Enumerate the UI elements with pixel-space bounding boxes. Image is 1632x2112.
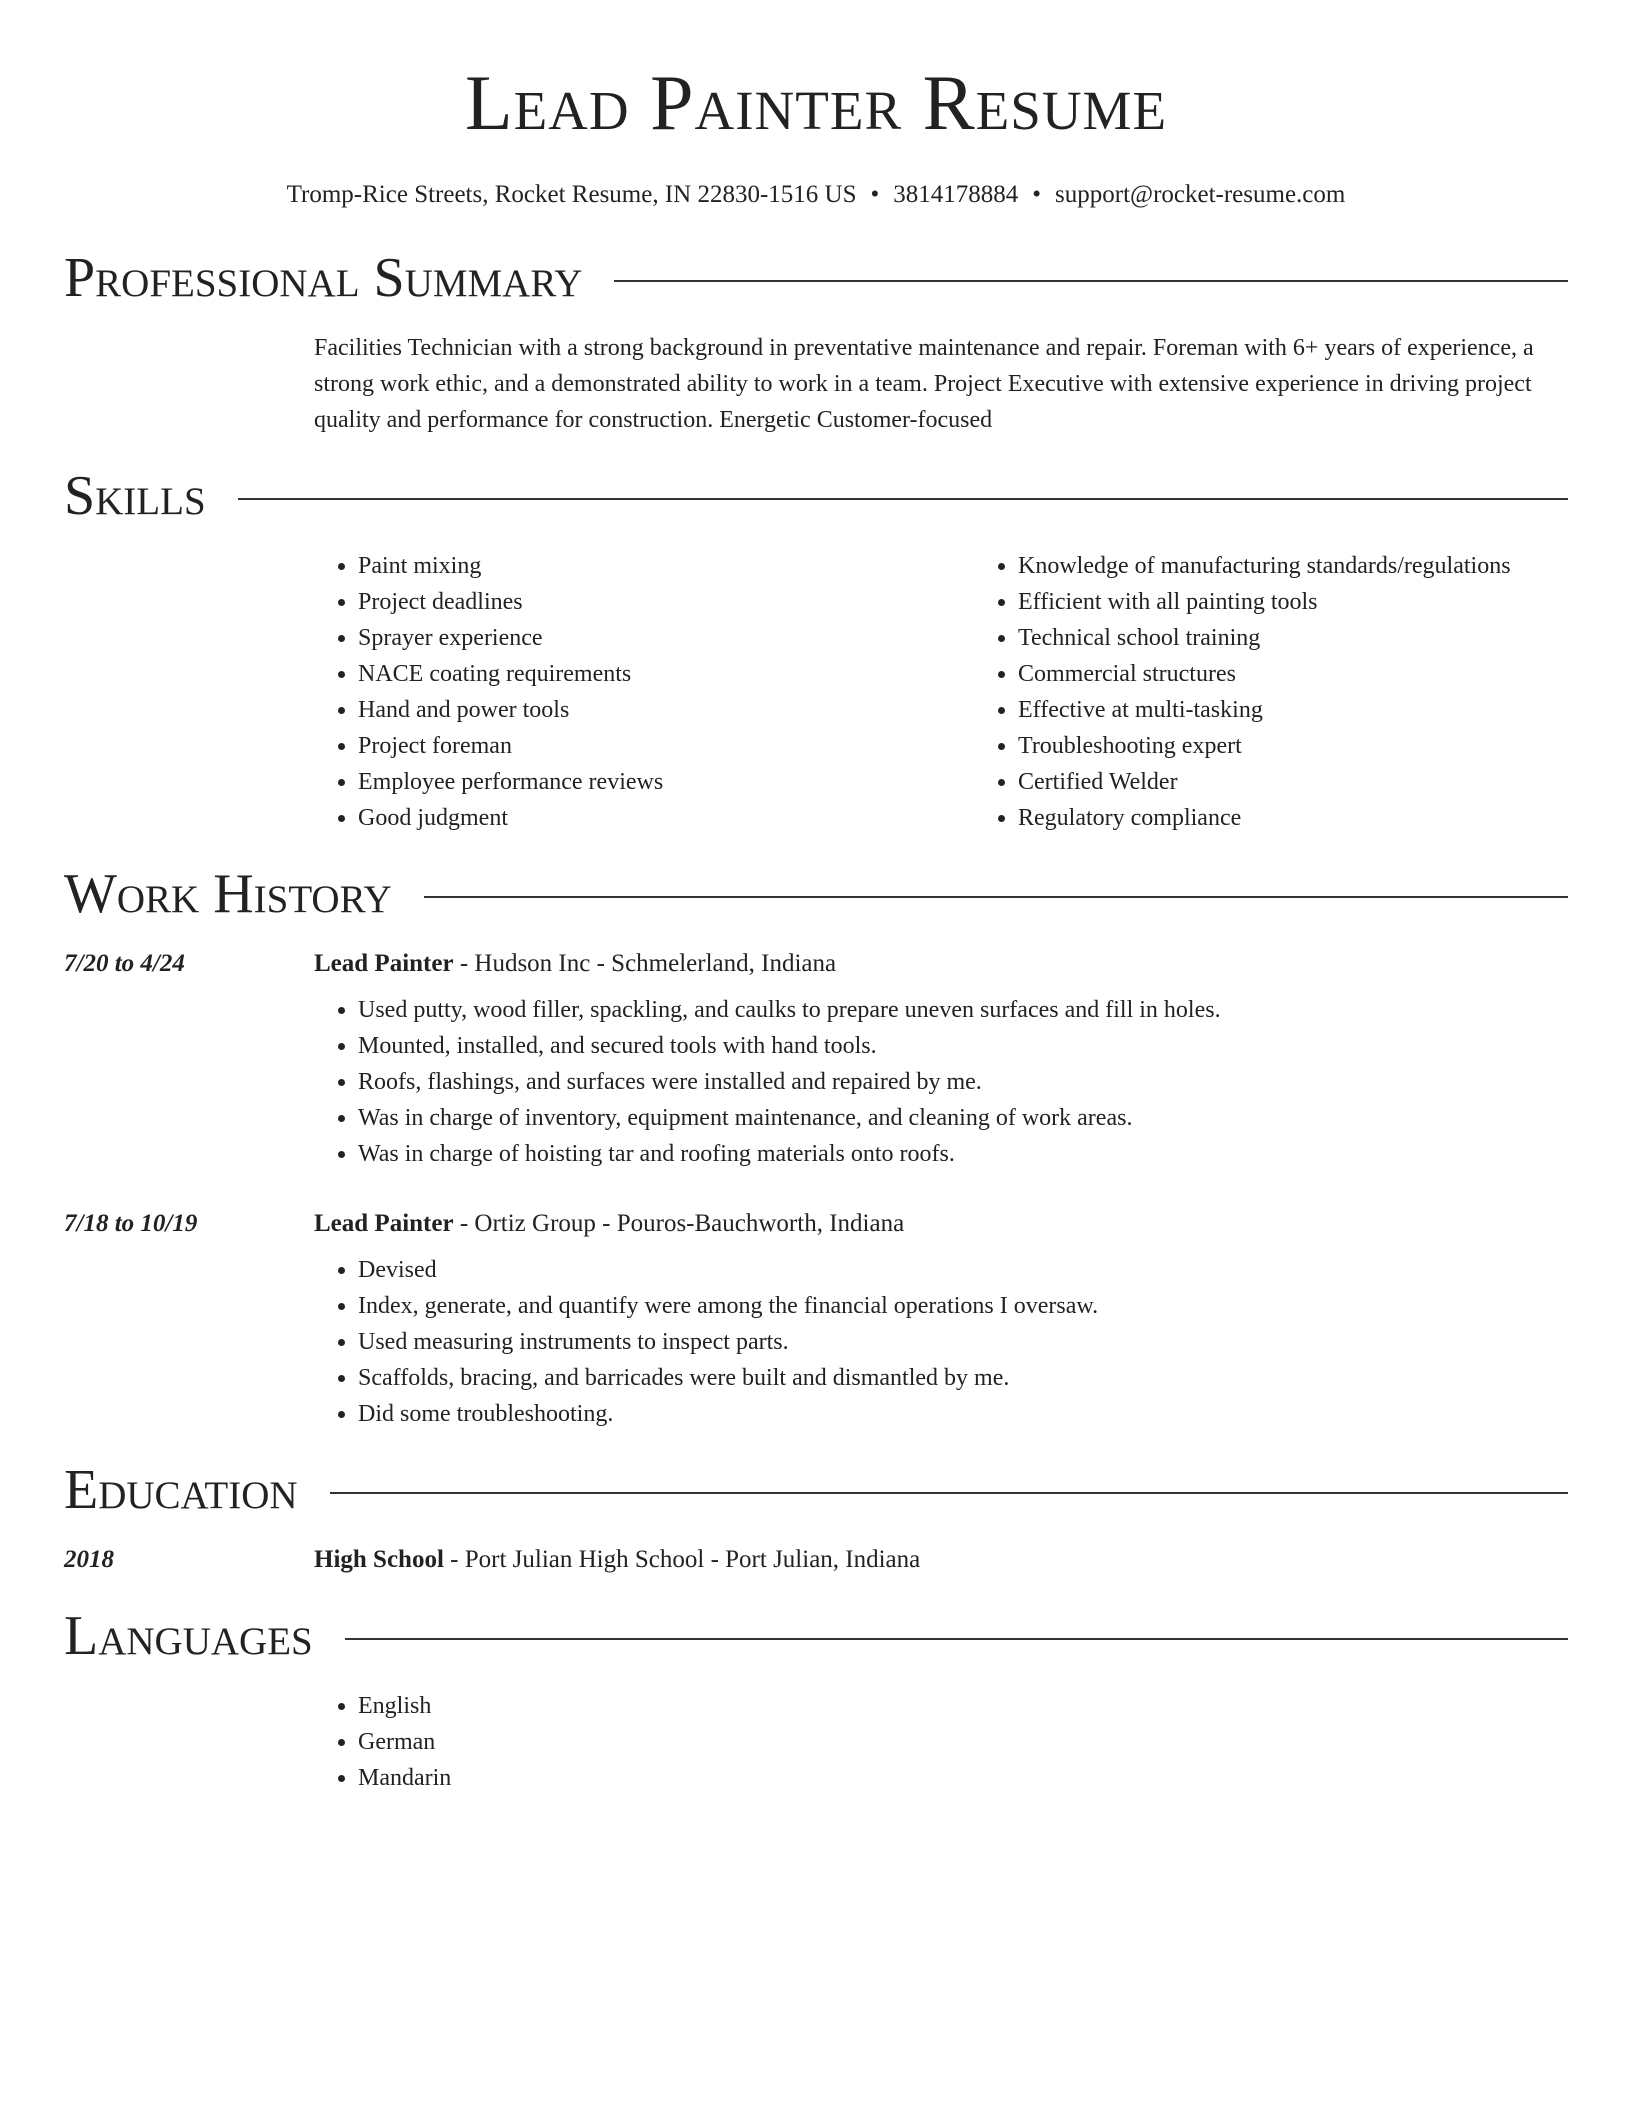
job-bullet: • Was in charge of hoisting tar and roofing materials onto roofs. xyxy=(358,1136,1568,1172)
section-heading: Work History xyxy=(64,863,392,925)
skill-item: • Troubleshooting expert xyxy=(1018,728,1632,764)
contact-email: support@rocket-resume.com xyxy=(1055,181,1346,208)
skill-item: • Technical school training xyxy=(1018,620,1632,656)
job-bullet: • Mounted, installed, and secured tools with hand tools. xyxy=(358,1028,1568,1064)
education-line xyxy=(314,1542,1568,1578)
language-item: • German xyxy=(358,1724,1568,1760)
skill-item: • Certified Welder xyxy=(1018,764,1632,800)
summary-row xyxy=(64,330,1568,438)
language-item: • Mandarin xyxy=(358,1760,1568,1796)
skill-item: • Good judgment xyxy=(358,800,974,836)
section-rule xyxy=(238,498,1568,500)
section-heading: Skills xyxy=(64,465,206,527)
language-item: • English xyxy=(358,1688,1568,1724)
education-year: 2018 xyxy=(64,1546,114,1573)
skill-item: • Regulatory compliance xyxy=(1018,800,1632,836)
languages-list xyxy=(314,1688,1568,1796)
job-body xyxy=(314,1206,1568,1432)
contact-phone: 3814178884 xyxy=(893,181,1019,208)
section-rule xyxy=(614,280,1568,282)
job-title: Lead Painter xyxy=(314,950,454,977)
education-school: - Port Julian High School - Port Julian, Indiana xyxy=(443,1546,921,1573)
section-skills-header xyxy=(64,465,1568,527)
skills-row xyxy=(64,548,1568,836)
job-dates: 7/18 to 10/19 xyxy=(64,1210,198,1237)
skill-item: • Project deadlines xyxy=(358,584,974,620)
education-degree: High School xyxy=(314,1546,444,1573)
skill-item: • NACE coating requirements xyxy=(358,656,974,692)
job-bullet: • Was in charge of inventory, equipment maintenance, and cleaning of work areas. xyxy=(358,1100,1568,1136)
skill-item: • Project foreman xyxy=(358,728,974,764)
section-work-header xyxy=(64,863,1568,925)
job-entry xyxy=(64,1206,1568,1432)
job-dates: 7/20 to 4/24 xyxy=(64,950,185,977)
job-bullets xyxy=(314,1252,1568,1432)
section-heading: Languages xyxy=(64,1605,313,1667)
job-bullet: • Scaffolds, bracing, and barricades were built and dismantled by me. xyxy=(358,1360,1568,1396)
languages-row xyxy=(64,1688,1568,1796)
section-rule xyxy=(424,896,1568,898)
skills-list-right xyxy=(974,548,1632,836)
job-bullets xyxy=(314,992,1568,1172)
skill-item: • Efficient with all painting tools xyxy=(1018,584,1632,620)
skill-item: • Employee performance reviews xyxy=(358,764,974,800)
section-languages-header xyxy=(64,1605,1568,1667)
contact-separator: • xyxy=(870,181,880,208)
job-bullet: • Index, generate, and quantify were among the financial operations I oversaw. xyxy=(358,1288,1568,1324)
job-body xyxy=(314,946,1568,1172)
skills-left-spacer xyxy=(64,548,314,836)
section-rule xyxy=(345,1638,1568,1640)
summary-text: Facilities Technician with a strong background in preventative maintenance and repair. Foreman with 6+ years of experience, a strong work ethic, and a demonstrated ability to work in a team. Project Executive with extensive experience in driving project quality and performance for construction. Energetic Customer-focused xyxy=(314,335,1534,433)
skills-columns xyxy=(314,548,1632,836)
languages-left-spacer xyxy=(64,1688,314,1796)
job-bullet: • Used measuring instruments to inspect parts. xyxy=(358,1324,1568,1360)
job-entry xyxy=(64,946,1568,1172)
job-bullet: • Used putty, wood filler, spackling, and caulks to prepare uneven surfaces and fill in holes. xyxy=(358,992,1568,1028)
education-entry xyxy=(64,1542,1568,1578)
languages-body xyxy=(314,1688,1568,1796)
skill-item: • Effective at multi-tasking xyxy=(1018,692,1632,728)
section-heading: Professional Summary xyxy=(64,247,583,309)
skill-item: • Paint mixing xyxy=(358,548,974,584)
skill-item: • Knowledge of manufacturing standards/regulations xyxy=(1018,548,1632,584)
job-bullet: • Roofs, flashings, and surfaces were installed and repaired by me. xyxy=(358,1064,1568,1100)
section-education-header xyxy=(64,1459,1568,1521)
job-employer: - Hudson Inc - Schmelerland, Indiana xyxy=(453,950,837,977)
section-summary-header xyxy=(64,247,1568,309)
contact-address: Tromp-Rice Streets, Rocket Resume, IN 22830-1516 US xyxy=(286,181,857,208)
contact-separator: • xyxy=(1032,181,1042,208)
skill-item: • Commercial structures xyxy=(1018,656,1632,692)
resume-title: Lead Painter Resume xyxy=(464,59,1168,146)
contact-line xyxy=(64,180,1568,210)
job-title-line xyxy=(314,946,1568,982)
job-bullet: • Devised xyxy=(358,1252,1568,1288)
skill-item: • Hand and power tools xyxy=(358,692,974,728)
job-employer: - Ortiz Group - Pouros-Bauchworth, Indiana xyxy=(453,1210,905,1237)
summary-left-spacer xyxy=(64,330,314,438)
job-title: Lead Painter xyxy=(314,1210,454,1237)
section-rule xyxy=(330,1492,1568,1494)
job-title-line xyxy=(314,1206,1568,1242)
section-heading: Education xyxy=(64,1459,298,1521)
skill-item: • Sprayer experience xyxy=(358,620,974,656)
skills-list-left xyxy=(314,548,974,836)
job-bullet: • Did some troubleshooting. xyxy=(358,1396,1568,1432)
